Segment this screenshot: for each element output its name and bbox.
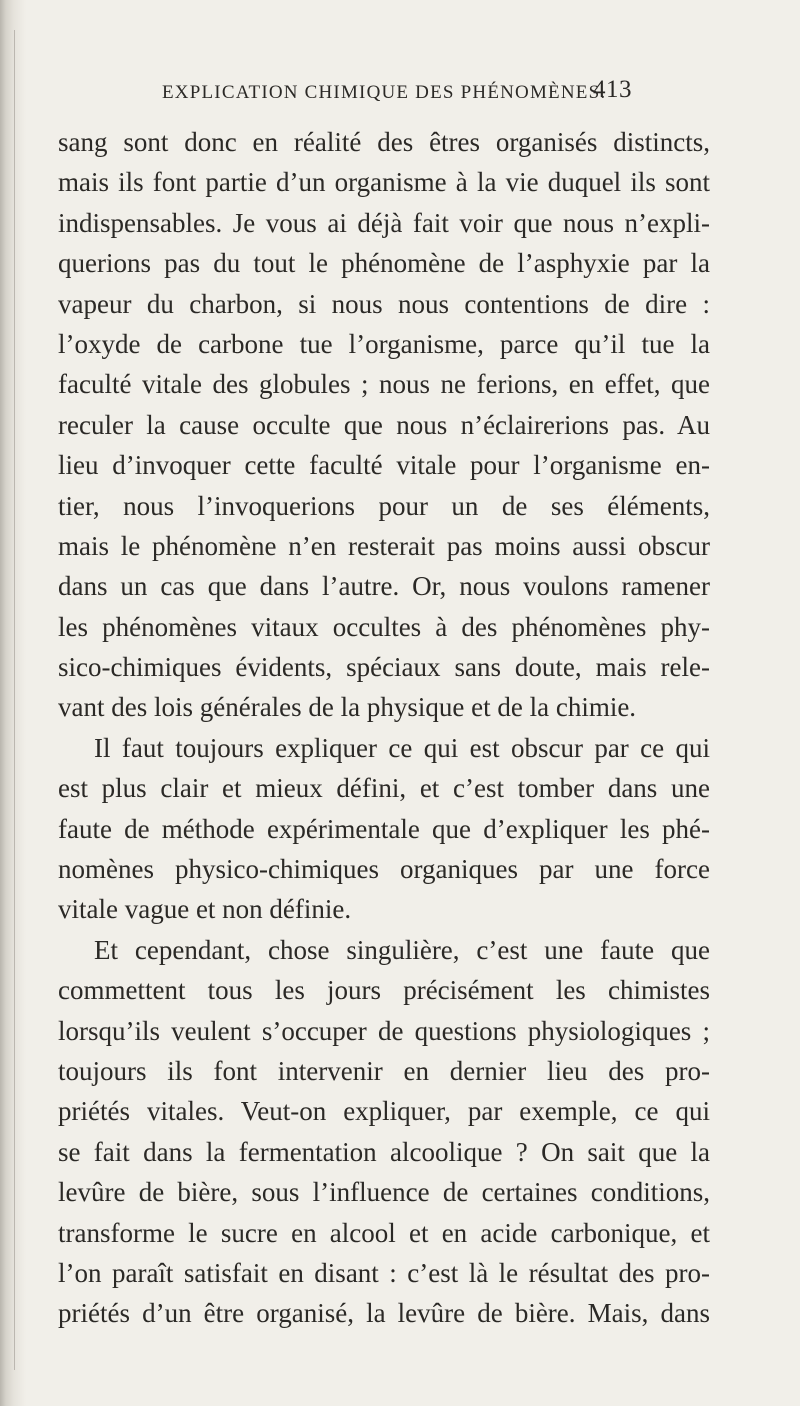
page-edge-line <box>14 30 15 1370</box>
text-line: vant des lois générales de la physique et de la chimie. <box>58 692 637 723</box>
text-line: querions pas du tout le phénomène de l’asphyxie par la <box>58 248 710 279</box>
text-line: transforme le sucre en alcool et en acide carbonique, et <box>58 1217 710 1248</box>
text-line: faculté vitale des globules ; nous ne ferions, en effet, que <box>58 369 710 400</box>
running-title: EXPLICATION CHIMIQUE DES PHÉNOMÈNES. <box>162 82 607 103</box>
text-line: sang sont donc en réalité des êtres organisés distincts, <box>58 127 710 157</box>
text-line: priétés d’un être organisé, la levûre de bière. Mais, dans <box>58 1298 710 1329</box>
text-line: Et cependant, chose singulière, c’est une faute que <box>94 934 710 965</box>
text-line: levûre de bière, sous l’influence de certaines conditions, <box>58 1177 710 1208</box>
text-line: lieu d’invoquer cette faculté vitale pour l’organisme en- <box>58 450 710 481</box>
text-line: vitale vague et non définie. <box>58 894 352 925</box>
text-line: priétés vitales. Veut-on expliquer, par exemple, ce qui <box>58 1096 710 1127</box>
text-line: reculer la cause occulte que nous n’éclairerions pas. Au <box>58 409 710 440</box>
text-line: sico-chimiques évidents, spéciaux sans doute, mais rele- <box>58 652 710 683</box>
page-header <box>162 76 632 110</box>
text-line: l’on paraît satisfait en disant : c’est là le résultat des pro- <box>58 1257 710 1288</box>
text-line: indispensables. Je vous ai déjà fait voir que nous n’expli- <box>58 207 710 238</box>
text-line: Il faut toujours expliquer ce qui est obscur par ce qui <box>94 732 710 763</box>
book-spine-shadow <box>0 0 26 1406</box>
text-line: dans un cas que dans l’autre. Or, nous voulons ramener <box>58 571 710 602</box>
text-line: toujours ils font intervenir en dernier lieu des pro- <box>58 1055 710 1086</box>
text-line: lorsqu’ils veulent s’occuper de questions physiologiques ; <box>58 1015 710 1046</box>
text-line: vapeur du charbon, si nous nous contentions de dire : <box>58 288 710 319</box>
text-line: se fait dans la fermentation alcoolique ? On sait que la <box>58 1136 710 1167</box>
text-line: les phénomènes vitaux occultes à des phénomènes phy- <box>58 611 710 642</box>
text-line: tier, nous l’invoquerions pour un de ses éléments, <box>58 490 710 521</box>
text-line: nomènes physico-chimiques organiques par une force <box>58 854 710 885</box>
text-line: commettent tous les jours précisément les chimistes <box>58 975 710 1006</box>
text-line: est plus clair et mieux défini, et c’est tomber dans une <box>58 773 710 804</box>
text-line: faute de méthode expérimentale que d’expliquer les phé- <box>58 813 710 844</box>
page-number: 413 <box>593 76 632 103</box>
body-text <box>58 122 710 1334</box>
text-line: l’oxyde de carbone tue l’organisme, parce qu’il tue la <box>58 328 710 359</box>
text-line: mais ils font partie d’un organisme à la vie duquel ils sont <box>58 167 710 198</box>
text-line: mais le phénomène n’en resterait pas moins aussi obscur <box>58 530 710 561</box>
